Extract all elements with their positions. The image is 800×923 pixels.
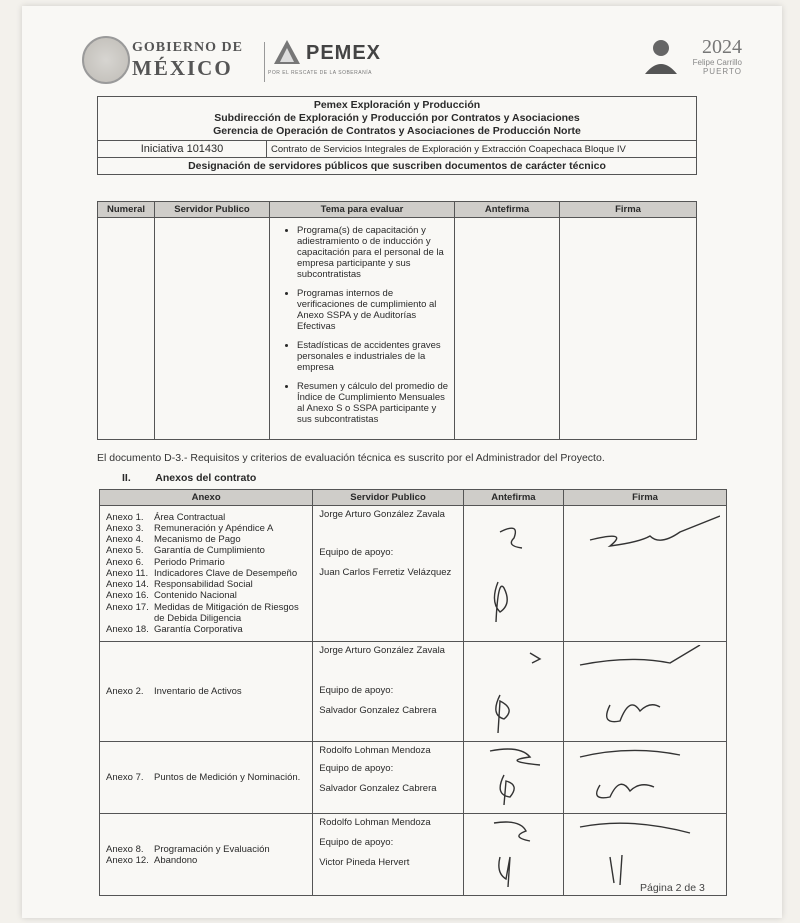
- contrato: Contrato de Servicios Integrales de Exploración y Extracción Coapechaca Bloque IV: [267, 141, 697, 158]
- firma-signature: [570, 745, 720, 807]
- antefirma-signature: [470, 745, 554, 807]
- anexo-list: Anexo 1. Área Contractual Anexo 3. Remuneración y Apéndice A Anexo 4. Mecanismo de Pago Anexo 5. Garantía de Cumplimiento Anexo 6. Periodo Primario Anexo 11. Indicadores Clave de Desempeño Anexo 14. Responsabilidad Social Anexo 16. Contenido Nacional Anexo 17. Medidas de Mitigación de Riesgos de Debida Diligencia Anexo 18. Garantía Corporativa: [106, 511, 299, 635]
- title-block: [97, 96, 697, 175]
- logo-divider: [264, 42, 265, 82]
- document-page: [22, 6, 782, 918]
- antefirma-signature: [470, 817, 554, 889]
- title-line-2: Subdirección de Exploración y Producción por Contratos y Asociaciones: [214, 112, 580, 124]
- servidor-cell: Jorge Arturo González Zavala Equipo de apoyo: Juan Carlos Ferretiz Velázquez: [319, 509, 452, 578]
- list-item: • Programas internos de verificaciones de cumplimiento al Anexo SSPA y de Auditorías Efectivas: [297, 288, 453, 332]
- pemex-logo-text: PEMEX: [306, 42, 382, 64]
- table-row: Anexo 2. Inventario de Activos Jorge Arturo González Zavala Equipo de apoyo: Salvador Gonzalez Cabrera: [100, 642, 727, 742]
- page-number: Página 2 de 3: [640, 882, 705, 894]
- pemex-logo-icon: [272, 38, 302, 68]
- table-row: Anexo 8. Programación y Evaluación Anexo 12. Abandono Rodolfo Lohman Mendoza Equipo de apoyo: Victor Pineda Hervert: [100, 814, 727, 896]
- portrait-icon: [642, 36, 680, 74]
- section-title: II. Anexos del contrato: [122, 472, 257, 484]
- antefirma-cell: [463, 506, 563, 642]
- title-line-3: Gerencia de Operación de Contratos y Asociaciones de Producción Norte: [213, 125, 581, 137]
- list-item: • Estadísticas de accidentes graves personales e industriales de la empresa: [297, 340, 453, 373]
- firma-signature: [570, 512, 720, 632]
- designacion-title: Designación de servidores públicos que suscriben documentos de carácter técnico: [98, 158, 697, 175]
- table-row: [100, 506, 727, 642]
- anexos-table: Anexo Servidor Publico Antefirma Firma Anexo 1. Área Contractual Anexo 3. Remuneración y Apéndice A Anexo 4. Mecanismo de Pago Anexo 5. Garantía de Cumplimiento Anexo 6. Periodo Primario Anexo 11. Indicadores Clave de Desempeño Anexo 14. Responsabilidad Social Anexo 16. Contenido Nacional Anexo 17. Medidas de Mitigación de Riesgos de Debida Diligencia Anexo 18. Garantía Corporativa Jorge Arturo González Zavala Equipo de apoyo: Juan Carlos Ferretiz Velázquez Anexo 2. Inventario de Activos Jorge Arturo González Zavala Equipo de apoyo: Salvador Gonzalez Cabrera Anexo 7. Puntos de Medición y Nominación. Rodolfo Lohman Mendoza Equipo de apoyo: Salvador Gonzalez Cabrera Anexo 8. Programación y Evaluación Anexo 12. Abandono Rodolfo Lohman Mendoza Equipo de apoyo: Victor Pineda Hervert: [99, 489, 727, 896]
- list-item: • Resumen y cálculo del promedio de Índice de Cumplimiento Mensuales al Anexo S o SSPA participante y sus subcontratistas: [297, 381, 453, 425]
- firma-cell: [564, 506, 727, 642]
- firma-signature: [570, 645, 720, 735]
- title-line-1: Pemex Exploración y Producción: [313, 99, 481, 111]
- tema-table: Numeral Servidor Publico Tema para evaluar Antefirma Firma • Programa(s) de capacitación y adiestramiento o de inducción y capacitación para el personal de la empresa participante y sus subcontratistas • Programas internos de verificaciones de cumplimiento al Anexo SSPA y de Auditorías Efectivas • Estadísticas de accidentes graves personales e industriales de la empresa • Resumen y cálculo del promedio de Índice de Cumplimiento Mensuales al Anexo S o SSPA participante y sus subcontratistas: [97, 201, 697, 440]
- pemex-slogan: POR EL RESCATE DE LA SOBERANÍA: [268, 70, 372, 76]
- firma-signature: [570, 817, 720, 889]
- antefirma-signature: [470, 512, 554, 632]
- tema-list: [271, 225, 453, 425]
- mexico-seal-icon: [82, 36, 130, 84]
- doc-d3-text: El documento D-3.- Requisitos y criterios de evaluación técnica es suscrito por el Administrador del Proyecto.: [97, 452, 605, 464]
- year-emblem: 2024 Felipe Carrillo PUERTO: [642, 36, 742, 86]
- iniciativa: Iniciativa 101430: [98, 141, 267, 158]
- letterhead: [82, 36, 762, 96]
- gobierno-logo: GOBIERNO DE MÉXICO: [132, 40, 243, 80]
- table-row: Anexo 7. Puntos de Medición y Nominación. Rodolfo Lohman Mendoza Equipo de apoyo: Salvador Gonzalez Cabrera: [100, 742, 727, 814]
- list-item: • Programa(s) de capacitación y adiestramiento o de inducción y capacitación para el personal de la empresa participante y sus subcontratistas: [297, 225, 453, 280]
- antefirma-signature: [470, 645, 554, 735]
